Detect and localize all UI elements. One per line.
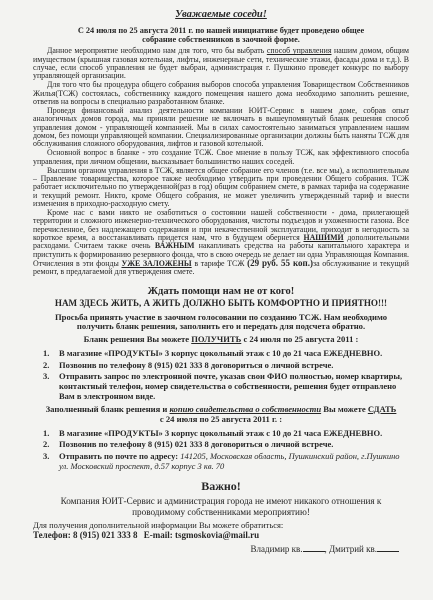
- meeting-announcement: С 24 июля по 25 августа 2011 г. по нашей инициативе будет проведено общее собрание собственников в заочной форме.: [77, 26, 365, 45]
- emphasis-submit: СДАТЬ: [367, 404, 397, 415]
- paragraph-reserve-fund: [33, 209, 409, 277]
- paragraph-decision: Проведя финансовый анализ деятельности компании ЮИТ-Сервис в нашем доме, собрав опыт аналогичных домов города, мы приняли решение не включать в вышеупомянутый бланк решения способ управления домом - управляющей компанией. Мы в силах самостоятельно заниматься управлением нашим домом, без помощи управляющей компании. Специализированные организации должны быть наняты ТСЖ для обслуживания сложного оборудования, лифтов и газовой котельной.: [33, 106, 409, 149]
- get-form-list: [33, 348, 409, 401]
- blank-line: [303, 550, 325, 552]
- text-segment: Бланк решения Вы можете: [83, 334, 192, 345]
- list-number: 1.: [43, 427, 50, 438]
- slogan-live-here: НАМ ЗДЕСЬ ЖИТЬ, А ЖИТЬ ДОЛЖНО БЫТЬ КОМФОРТНО И ПРИЯТНО!!!: [54, 297, 388, 308]
- text-segment: с 24 июля по 25 августа 2011 :: [241, 334, 359, 345]
- paragraph-procedure: Для того что бы процедура общего собрания выборов способа управления Товариществом Собственников Жилья(ТСЖ) состоялась, собственнику каждого помещения нашего дома необходимо заполнить решение, ответив на вопросы в специально разработанном бланке.: [33, 80, 409, 107]
- emphasis-ours: НАШИМИ: [303, 232, 344, 242]
- list-number: 2.: [43, 439, 50, 450]
- text-segment: в тарифе ТСЖ: [191, 258, 248, 268]
- text-segment: Заполненный бланк решения и: [45, 404, 170, 415]
- list-text: Позвонив по телефону 8 (915) 021 333 8 договориться о личной встрече.: [59, 439, 334, 450]
- list-item: [43, 428, 409, 438]
- participation-request: Просьба принять участие в заочном голосовании по созданию ТСЖ. Нам необходимо получить бланк решения, заполнить его и передать для подсчета обратно.: [55, 311, 387, 332]
- slogan-no-help: Ждать помощи нам не от кого!: [147, 285, 295, 297]
- contact-intro: Для получения дополнительной информации Вы можете обратиться:: [33, 520, 284, 531]
- text-segment: Данное мероприятие необходимо нам для того, что бы выбрать: [47, 46, 267, 56]
- emphasis-important: ВАЖНЫМ: [154, 241, 195, 251]
- list-number: 2.: [43, 359, 50, 370]
- list-text: [59, 451, 409, 471]
- paragraph-purpose: [33, 47, 409, 80]
- paragraph-governance: Высшим органом управления в ТСЖ, является общее собрание его членов (т.е. все мы), а исполнительным – Правление товарищества, которое также необходимо утвердить при проведении Общего собрания. ТСЖ работает исключительно по утвержденной(раз в год) общим собранием смете, в рамках тарифа на содержание и текущий ремонт. Никто, кроме Общего собрания, не может увеличить утвержденный тариф и внести изменения в приходно-расходную смету.: [33, 165, 409, 208]
- text-segment: Вы можете: [321, 404, 368, 415]
- tariff-price: (29 руб. 55 коп.): [247, 257, 313, 268]
- underlined-phrase: способ управления: [266, 46, 332, 56]
- signer-1: Владимир кв.: [250, 544, 303, 555]
- phone-label: Телефон:: [33, 530, 71, 541]
- contact-line: [33, 530, 409, 541]
- emphasis-certificate-copy: копию свидетельства о собственности: [169, 404, 322, 415]
- list-text: Позвонив по телефону 8 (915) 021 333 8 договориться о личной встрече.: [59, 359, 334, 370]
- email-address: tsgmoskovia@mail.ru: [174, 530, 260, 541]
- text-segment: нашим домом, общим имуществом (крышная газовая котельная, лифты, инженерные сети, технические этажи, фасады дома и т.д.). В случае, если способ управления не будет выбран, администрация г. Пушкино проведет конкурс по выбору управляющей организации.: [33, 46, 409, 81]
- blank-line: [377, 550, 399, 552]
- list-text: Отправить запрос по электронной почте, указав свои ФИО полностью, номер квартиры, контактный телефон, номер свидетельства о собственности, решения будет отправлено Вам в электронном виде.: [59, 371, 403, 402]
- text-segment: дополнительными расходами. Считаем также очень: [33, 232, 409, 251]
- list-text: В магазине «ПРОДУКТЫ» 3 корпус цокольный этаж с 10 до 21 часа ЕЖЕДНЕВНО.: [59, 348, 383, 359]
- signer-2: , Дмитрий кв.: [324, 544, 377, 555]
- postal-address: 141205, Московская область, Пушкинский район, г.Пушкино ул. Московский проспект, д.57 корпус 3 кв. 70: [59, 451, 400, 472]
- phone-number: 8 (915) 021 333 8: [72, 530, 138, 541]
- list-number: 1.: [43, 348, 50, 359]
- list-number: 3.: [43, 451, 50, 462]
- list-item: [43, 371, 409, 401]
- list-item: [43, 439, 409, 449]
- list-item: [43, 451, 409, 471]
- list-number: 3.: [43, 371, 50, 382]
- document-title: Уважаемые соседи!: [175, 9, 267, 20]
- list-item: [43, 348, 409, 358]
- important-heading: Важно!: [201, 479, 241, 494]
- emphasis-already-included: УЖЕ ЗАЛОЖЕНЫ: [121, 258, 192, 268]
- disclaimer: Компания ЮИТ-Сервис и администрация города не имеют никакого отношения к проводимому собственниками мероприятию!: [60, 496, 382, 517]
- list-text: В магазине «ПРОДУКТЫ» 3 корпус цокольный этаж с 10 до 21 часа ЕЖЕДНЕВНО.: [59, 427, 383, 438]
- text-segment: накапливать средства на работы капитального характера и приступить к формированию резервного фонда, что в свою очередь не делает ни одна Управляющая Компания. Отчисления в эти фонды: [33, 241, 409, 268]
- text-segment: Кроме нас с вами никто не озаботиться о состоянии нашей собственности - дома, прилегающей территории и сложного инженерно-технического оборудования, чистоты подъездов и ухоженности газона. Все перечисленное, без надлежащего содержания и при некачественной эксплуатации, приходит в негодность за короткое время, а восстанавливать придется нам, что в будущем обернется: [33, 207, 409, 242]
- get-form-header: [43, 335, 399, 345]
- list-item: [43, 360, 409, 370]
- submit-form-list: [33, 428, 409, 471]
- text-segment: за обслуживание и текущий ремонт, в предлагаемой для утверждения смете.: [33, 258, 409, 277]
- emphasis-get: ПОЛУЧИТЬ: [191, 334, 242, 345]
- text-segment: с 24 июля по 25 августа 2011 г. :: [159, 414, 283, 425]
- document-content: [33, 9, 409, 555]
- email-label: E-mail:: [143, 530, 173, 541]
- text-segment: Отправить по почте по адресу:: [59, 451, 181, 462]
- paragraph-main-question: Основной вопрос в бланке - это создание ТСЖ. Свое мнение в пользу ТСЖ, как эффективного способа управления, при личном общении, высказывает большинство наших соседей.: [33, 148, 409, 166]
- signature: [33, 544, 399, 555]
- body-text: [33, 47, 409, 276]
- submit-form-header: [43, 405, 399, 425]
